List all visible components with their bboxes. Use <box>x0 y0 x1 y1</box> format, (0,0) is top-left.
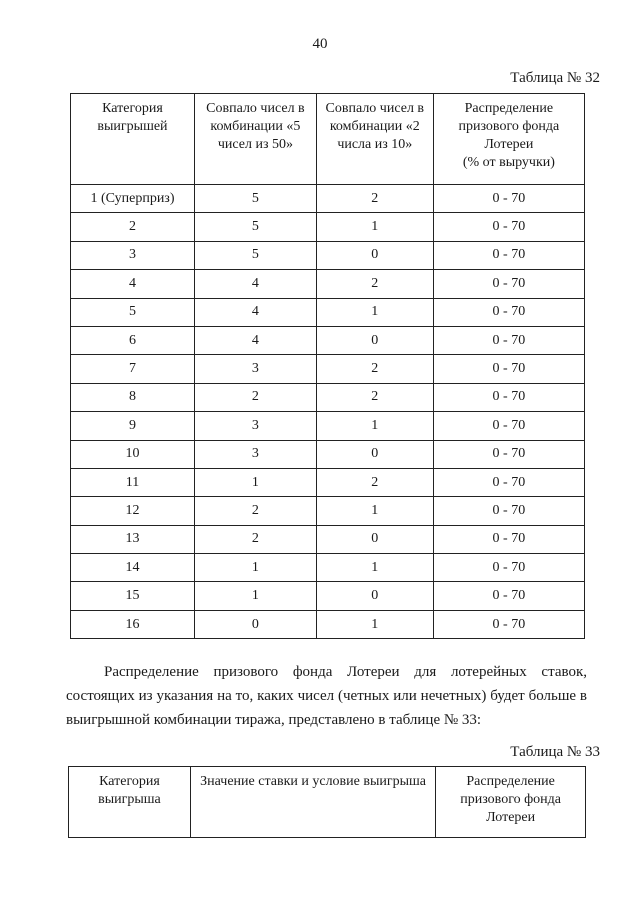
cell-category: 12 <box>71 497 195 525</box>
table-row <box>71 610 585 638</box>
cell-matches-2-of-10: 2 <box>316 383 433 411</box>
column-header-category: Категория выигрыша <box>69 767 191 838</box>
column-header-bet-value-and-condition: Значение ставки и условие выигрыша <box>190 767 435 838</box>
prize-distribution-table-32 <box>70 93 585 639</box>
cell-category: 4 <box>71 270 195 298</box>
cell-matches-2-of-10: 0 <box>316 241 433 269</box>
cell-matches-2-of-10: 2 <box>316 185 433 213</box>
column-header-matches-2-of-10: Совпало чисел в комбинации «2 числа из 10» <box>316 94 433 185</box>
table-row <box>71 298 585 326</box>
cell-category: 5 <box>71 298 195 326</box>
cell-matches-5-of-50: 0 <box>194 610 316 638</box>
cell-prize-share: 0 - 70 <box>433 525 584 553</box>
cell-matches-5-of-50: 3 <box>194 412 316 440</box>
cell-matches-5-of-50: 5 <box>194 213 316 241</box>
cell-matches-5-of-50: 1 <box>194 554 316 582</box>
cell-matches-2-of-10: 1 <box>316 213 433 241</box>
cell-category: 6 <box>71 326 195 354</box>
cell-category: 2 <box>71 213 195 241</box>
column-header-matches-5-of-50: Совпало чисел в комбинации «5 чисел из 50» <box>194 94 316 185</box>
cell-category: 1 (Суперприз) <box>71 185 195 213</box>
cell-matches-5-of-50: 1 <box>194 468 316 496</box>
cell-matches-2-of-10: 0 <box>316 440 433 468</box>
table-row <box>71 326 585 354</box>
cell-matches-5-of-50: 3 <box>194 440 316 468</box>
cell-matches-2-of-10: 0 <box>316 525 433 553</box>
prize-distribution-table-33 <box>68 766 586 838</box>
table-32-caption: Таблица № 32 <box>510 70 600 86</box>
table-header-row <box>71 94 585 185</box>
cell-matches-5-of-50: 4 <box>194 270 316 298</box>
cell-prize-share: 0 - 70 <box>433 383 584 411</box>
cell-matches-2-of-10: 2 <box>316 355 433 383</box>
cell-matches-5-of-50: 1 <box>194 582 316 610</box>
cell-matches-5-of-50: 3 <box>194 355 316 383</box>
cell-category: 10 <box>71 440 195 468</box>
cell-category: 11 <box>71 468 195 496</box>
cell-matches-2-of-10: 1 <box>316 497 433 525</box>
cell-prize-share: 0 - 70 <box>433 298 584 326</box>
cell-prize-share: 0 - 70 <box>433 213 584 241</box>
cell-matches-5-of-50: 5 <box>194 185 316 213</box>
table-row <box>71 213 585 241</box>
column-header-prize-fund-share: Распределение призового фонда Лотереи <box>436 767 586 838</box>
cell-prize-share: 0 - 70 <box>433 582 584 610</box>
cell-category: 9 <box>71 412 195 440</box>
cell-matches-5-of-50: 2 <box>194 525 316 553</box>
table-row <box>71 383 585 411</box>
table-row <box>71 582 585 610</box>
cell-matches-2-of-10: 1 <box>316 298 433 326</box>
table-row <box>71 525 585 553</box>
cell-matches-2-of-10: 1 <box>316 610 433 638</box>
body-paragraph: Распределение призового фонда Лотереи для лотерейных ставок, состоящих из указания на то, каких чисел (четных или нечетных) будет больше в выигрышной комбинации тиража, представлено в таблице № 33: <box>66 664 587 728</box>
cell-prize-share: 0 - 70 <box>433 440 584 468</box>
cell-matches-5-of-50: 4 <box>194 326 316 354</box>
table-33-caption: Таблица № 33 <box>510 744 600 760</box>
cell-category: 8 <box>71 383 195 411</box>
cell-prize-share: 0 - 70 <box>433 185 584 213</box>
cell-prize-share: 0 - 70 <box>433 270 584 298</box>
page-number: 40 <box>312 36 328 52</box>
cell-matches-5-of-50: 4 <box>194 298 316 326</box>
table-row <box>71 412 585 440</box>
cell-matches-5-of-50: 5 <box>194 241 316 269</box>
column-header-category: Категория выигрышей <box>71 94 195 185</box>
table-row <box>71 270 585 298</box>
cell-category: 15 <box>71 582 195 610</box>
cell-prize-share: 0 - 70 <box>433 610 584 638</box>
cell-matches-2-of-10: 2 <box>316 468 433 496</box>
table-row <box>71 554 585 582</box>
cell-matches-2-of-10: 0 <box>316 326 433 354</box>
cell-matches-2-of-10: 0 <box>316 582 433 610</box>
column-header-prize-fund-share: Распределение призового фонда Лотереи (% от выручки) <box>433 94 584 185</box>
cell-prize-share: 0 - 70 <box>433 554 584 582</box>
cell-prize-share: 0 - 70 <box>433 326 584 354</box>
cell-matches-2-of-10: 1 <box>316 412 433 440</box>
cell-matches-5-of-50: 2 <box>194 497 316 525</box>
cell-prize-share: 0 - 70 <box>433 497 584 525</box>
table-row <box>71 468 585 496</box>
cell-category: 14 <box>71 554 195 582</box>
table-row <box>71 440 585 468</box>
table-row <box>71 185 585 213</box>
table-header-row <box>69 767 586 838</box>
table-row <box>71 497 585 525</box>
cell-category: 7 <box>71 355 195 383</box>
cell-prize-share: 0 - 70 <box>433 355 584 383</box>
cell-category: 3 <box>71 241 195 269</box>
cell-category: 13 <box>71 525 195 553</box>
cell-matches-5-of-50: 2 <box>194 383 316 411</box>
table-row <box>71 355 585 383</box>
cell-prize-share: 0 - 70 <box>433 468 584 496</box>
table-row <box>71 241 585 269</box>
cell-matches-2-of-10: 2 <box>316 270 433 298</box>
cell-prize-share: 0 - 70 <box>433 412 584 440</box>
cell-matches-2-of-10: 1 <box>316 554 433 582</box>
cell-prize-share: 0 - 70 <box>433 241 584 269</box>
cell-category: 16 <box>71 610 195 638</box>
table-body <box>71 185 585 639</box>
